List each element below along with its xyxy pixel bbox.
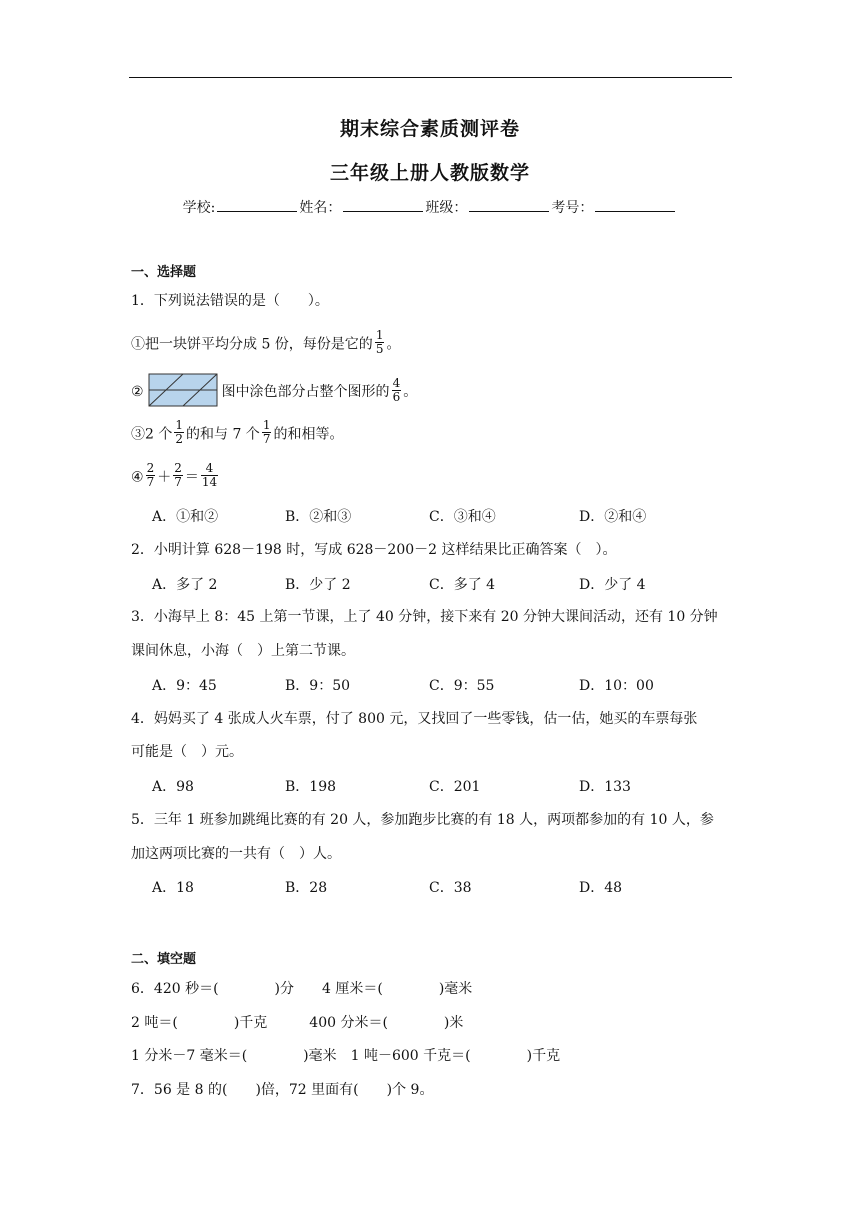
option-b[interactable]: B．②和③ (285, 509, 352, 525)
q4-stem-line2: 可能是（ ）元。 (131, 744, 243, 760)
exam-title: 期末综合素质测评卷 (339, 118, 520, 140)
q1-statement-4: ④ $\frac{2}{7}$ ＋ $\frac{2}{7}$ ＝ $\frac{4}{14}$ (131, 461, 218, 489)
option-b[interactable]: B．少了 2 (285, 577, 351, 593)
fraction: $\frac{1}{2}$ (175, 418, 183, 446)
class-label: 班级： (425, 200, 468, 216)
q6-line1: 6．420 秒＝( )分 4 厘米＝( )毫米 (131, 981, 473, 997)
school-blank[interactable] (217, 199, 297, 212)
fraction: $\frac{1}{7}$ (262, 418, 271, 446)
option-c[interactable]: C．38 (429, 880, 472, 896)
option-d[interactable]: D．133 (579, 779, 631, 795)
option-c[interactable]: C．201 (429, 779, 481, 795)
option-d[interactable]: D．少了 4 (579, 577, 646, 593)
q4-stem-line1: 4．妈妈买了 4 张成人火车票，付了 800 元，又找回了一些零钱，估一估，她买的车票每张 (131, 711, 698, 727)
q6-line3: 1 分米－7 毫米＝( )毫米 1 吨－600 千克＝( )千克 (131, 1048, 561, 1064)
option-d[interactable]: D．②和④ (579, 509, 647, 525)
q3-stem-line2: 课间休息，小海（ ）上第二节课。 (131, 643, 355, 659)
q3-stem-line1: 3．小海早上 8：45 上第一节课，上了 40 分钟，接下来有 20 分钟大课间活动，还有 10 分钟 (131, 609, 718, 625)
section-heading-choice: 一、选择题 (131, 265, 197, 280)
q2-stem: 2．小明计算 628－198 时，写成 628－200－2 这样结果比正确答案（ ）。 (131, 542, 617, 558)
option-c[interactable]: C．多了 4 (429, 577, 496, 593)
exam-subtitle: 三年级上册人教版数学 (329, 162, 530, 184)
name-label: 姓名： (299, 200, 342, 216)
option-c[interactable]: C．9：55 (429, 678, 495, 694)
option-d[interactable]: D．10：00 (579, 678, 654, 694)
q6-line2: 2 吨＝( )千克 400 分米＝( )米 (131, 1015, 464, 1031)
option-d[interactable]: D．48 (579, 880, 623, 896)
q5-stem-line1: 5．三年 1 班参加跳绳比赛的有 20 人，参加跑步比赛的有 18 人，两项都参加的有 10 人，参 (131, 812, 714, 828)
fraction: $\frac{1}{5}$ (375, 328, 384, 356)
q1-s2-text: 图中涂色部分占整个图形的 (221, 384, 390, 400)
exam-number-label: 考号： (551, 200, 594, 216)
option-a[interactable]: A．多了 2 (152, 577, 218, 593)
option-b[interactable]: B．28 (285, 880, 328, 896)
student-info-line (0, 197, 860, 217)
fraction: $\frac{4}{14}$ (201, 461, 218, 489)
option-a[interactable]: A．①和② (152, 509, 219, 525)
q7-line1: 7．56 是 8 的( )倍，72 里面有( )个 9。 (131, 1082, 434, 1098)
q1-stem: 1．下列说法错误的是（ ）。 (131, 293, 329, 309)
class-blank[interactable] (469, 199, 549, 212)
option-c[interactable]: C．③和④ (429, 509, 496, 525)
name-blank[interactable] (343, 199, 423, 212)
section-heading-fill-in: 二、填空题 (131, 952, 197, 967)
shaded-rectangle-figure (148, 373, 218, 407)
option-b[interactable]: B．198 (285, 779, 337, 795)
exam-number-blank[interactable] (595, 199, 675, 212)
q1-statement-1: ①把一块饼平均分成 5 份，每份是它的 $\frac{1}{5}$ 。 (131, 328, 401, 356)
header-rule (129, 77, 732, 78)
q1-statement-2: ② 图中涂色部分占整个图形的 $\frac{4}{6}$ 。 (131, 375, 417, 409)
school-label: 学校: (182, 200, 216, 216)
fraction: $\frac{4}{6}$ (392, 375, 401, 404)
option-a[interactable]: A．9：45 (152, 678, 217, 694)
option-a[interactable]: A．18 (152, 880, 194, 896)
q1-statement-3: ③2 个 $\frac{1}{2}$ 的和与 7 个 $\frac{1}{7}$ 的和相等。 (131, 418, 344, 446)
option-a[interactable]: A．98 (152, 779, 194, 795)
q5-stem-line2: 加这两项比赛的一共有（ ）人。 (131, 846, 341, 862)
fraction: $\frac{2}{7}$ (174, 461, 182, 489)
option-b[interactable]: B．9：50 (285, 678, 351, 694)
fraction: $\frac{2}{7}$ (146, 461, 155, 489)
q1-s1-text: ①把一块饼平均分成 5 份，每份是它的 (131, 336, 373, 353)
